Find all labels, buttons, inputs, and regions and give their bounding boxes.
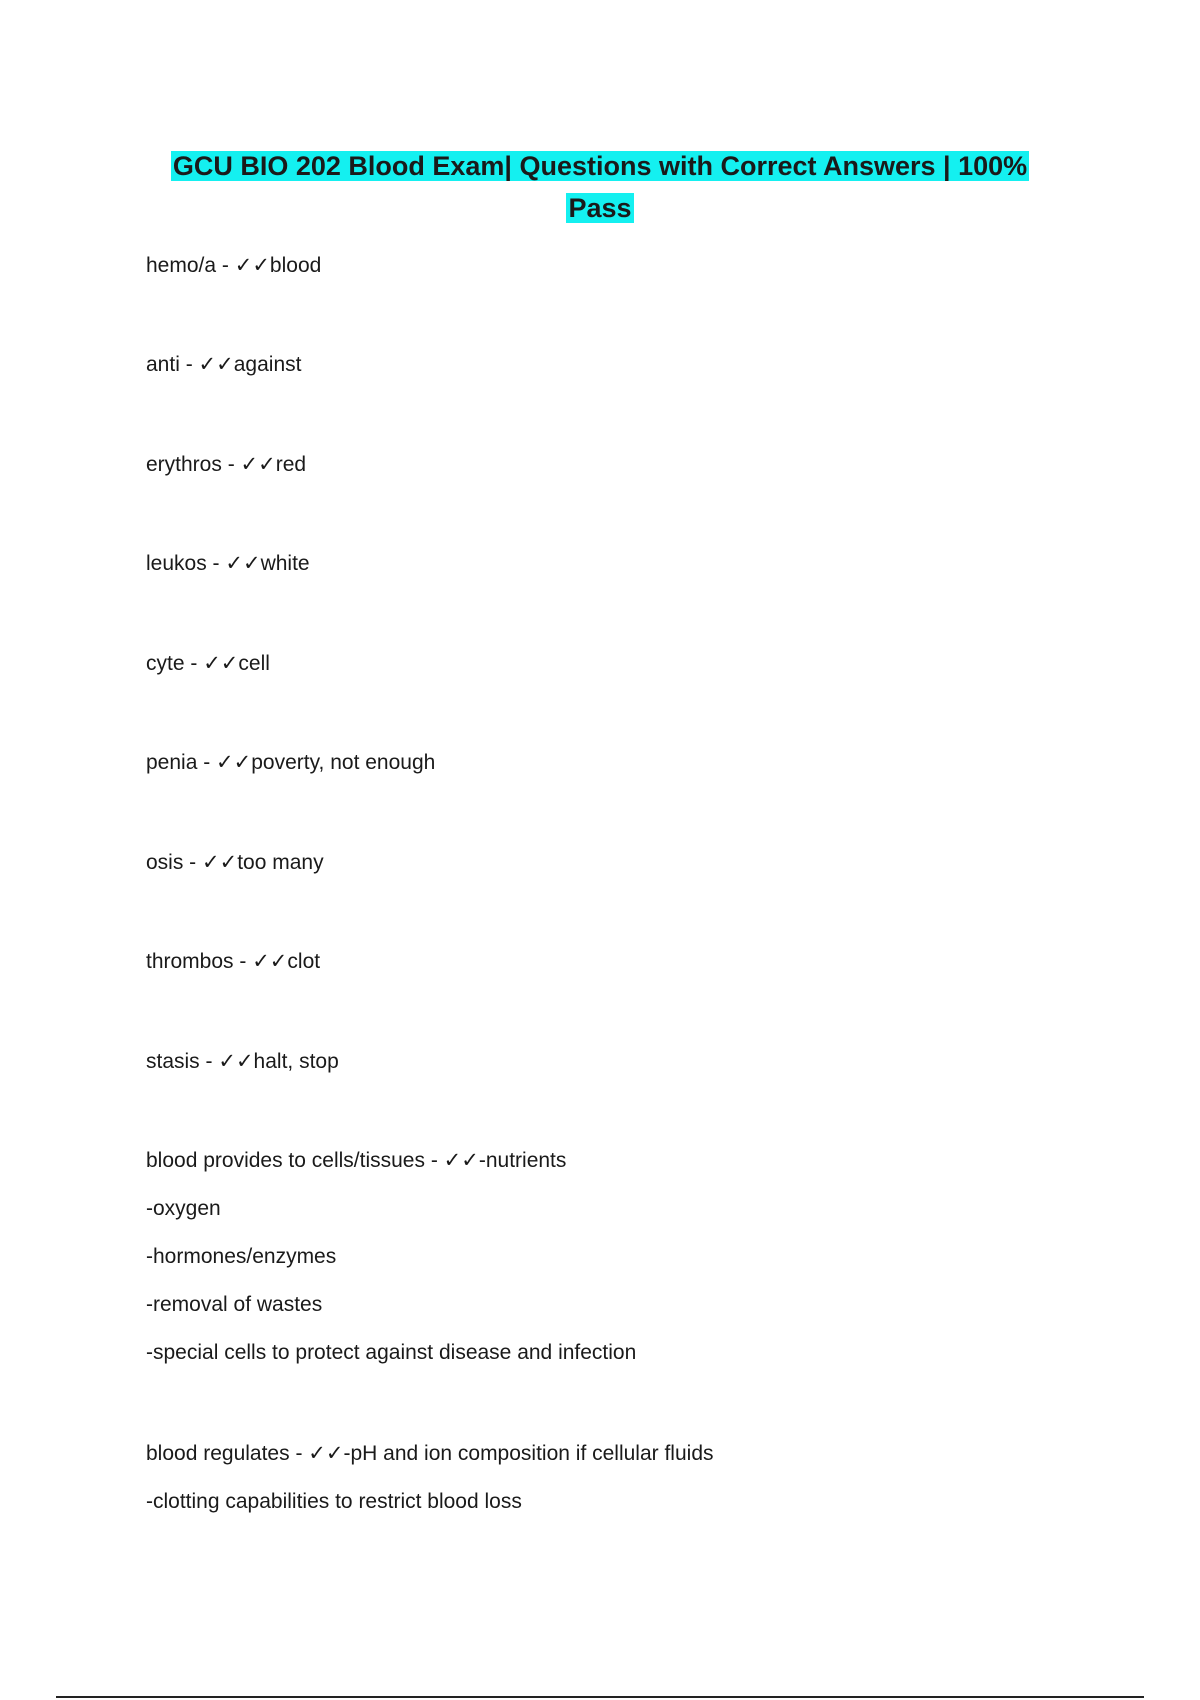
entry-term: penia -	[146, 751, 217, 774]
entry-answer: blood	[269, 254, 322, 277]
entry-leukos	[146, 551, 310, 576]
title-line-1: GCU BIO 202 Blood Exam| Questions with Correct Answers | 100%	[172, 151, 1028, 181]
entry-answer: halt, stop	[253, 1050, 339, 1073]
entry-term: cyte -	[146, 652, 204, 675]
entry-term: blood provides to cells/tissues -	[146, 1149, 444, 1172]
entry-erythros	[146, 452, 306, 477]
double-check-icon: ✓✓	[234, 253, 270, 277]
entry-answer: cell	[238, 652, 270, 675]
document-title	[0, 145, 1200, 229]
entry-term: erythros -	[146, 453, 241, 476]
double-check-icon: ✓✓	[203, 651, 239, 675]
double-check-icon: ✓✓	[216, 750, 252, 774]
double-check-icon: ✓✓	[202, 850, 238, 874]
entry-thrombos	[146, 949, 320, 974]
entry-blood-provides	[146, 1148, 566, 1173]
double-check-icon: ✓✓	[198, 352, 234, 376]
entry-anti	[146, 352, 301, 377]
entry-answer: poverty, not enough	[251, 751, 436, 774]
answer-continuation: -special cells to protect against disease and infection	[146, 1341, 637, 1364]
entry-hemo	[146, 253, 321, 278]
footer-divider	[56, 1696, 1144, 1698]
entry-answer: -nutrients	[478, 1149, 567, 1172]
double-check-icon: ✓✓	[308, 1441, 344, 1465]
entry-answer: against	[233, 353, 302, 376]
answer-continuation: -clotting capabilities to restrict blood loss	[146, 1490, 522, 1513]
entry-answer: -pH and ion composition if cellular fluids	[343, 1442, 714, 1465]
double-check-icon: ✓✓	[443, 1148, 479, 1172]
entry-stasis	[146, 1049, 339, 1074]
entry-cyte	[146, 651, 270, 676]
double-check-icon: ✓✓	[225, 551, 261, 575]
entry-blood-regulates	[146, 1441, 714, 1466]
entry-term: stasis -	[146, 1050, 219, 1073]
title-line-2: Pass	[568, 193, 632, 223]
entry-penia	[146, 750, 435, 775]
answer-continuation: -removal of wastes	[146, 1293, 323, 1316]
answer-continuation: -hormones/enzymes	[146, 1245, 337, 1268]
entry-term: anti -	[146, 353, 199, 376]
entry-term: leukos -	[146, 552, 226, 575]
entry-term: osis -	[146, 851, 203, 874]
entry-term: thrombos -	[146, 950, 253, 973]
double-check-icon: ✓✓	[240, 452, 276, 476]
entry-term: hemo/a -	[146, 254, 235, 277]
double-check-icon: ✓✓	[218, 1049, 254, 1073]
double-check-icon: ✓✓	[252, 949, 288, 973]
entry-answer: red	[275, 453, 307, 476]
entry-answer: clot	[287, 950, 321, 973]
entry-term: blood regulates -	[146, 1442, 309, 1465]
entry-answer: white	[260, 552, 310, 575]
entry-osis	[146, 850, 324, 875]
entry-answer: too many	[237, 851, 324, 874]
answer-continuation: -oxygen	[146, 1197, 221, 1220]
